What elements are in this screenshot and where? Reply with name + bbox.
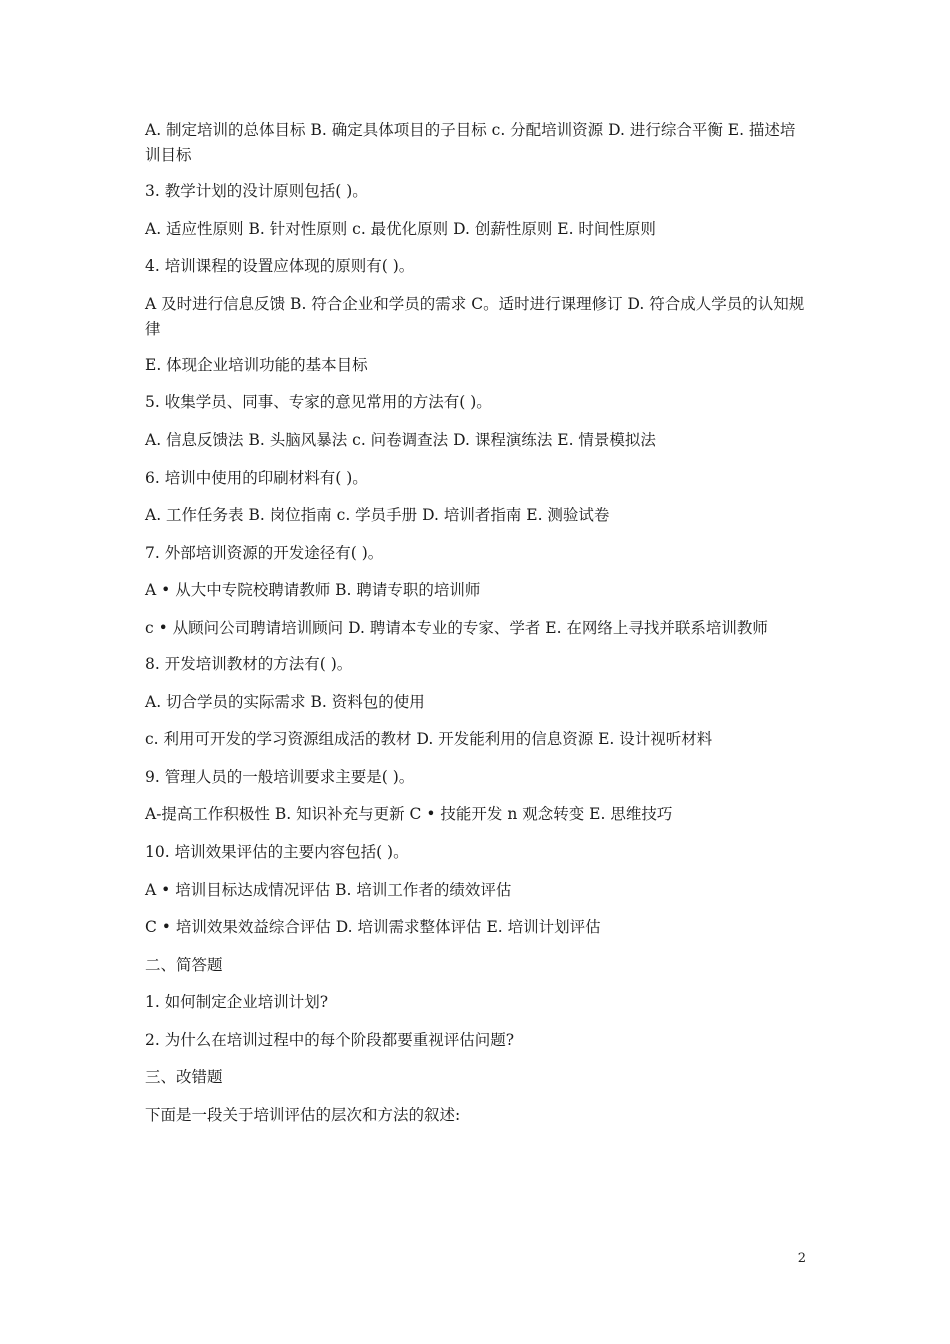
option-line: c • 从顾问公司聘请培训顾问 D. 聘请本专业的专家、学者 E. 在网络上寻找并联系培训教师 [145,618,768,637]
page-number: 2 [797,1251,806,1266]
section-heading: 三、改错题 [145,1068,223,1087]
option-line: A • 培训目标达成情况评估 B. 培训工作者的绩效评估 [145,880,512,899]
question-line: 3. 教学计划的没计原则包括( )。 [145,182,368,200]
question-line: 5. 收集学员、同事、专家的意见常用的方法有( )。 [145,393,492,412]
page-content [145,118,810,1141]
option-line: A. 适应性原则 B. 针对性原则 c. 最优化原则 D. 创薪性原则 E. 时间性原则 [145,219,656,238]
option-line: c. 利用可开发的学习资源组成活的教材 D. 开发能利用的信息资源 E. 设计视听材料 [145,730,713,749]
question-line: 6. 培训中使用的印刷材料有( )。 [145,468,368,487]
question-line: 1. 如何制定企业培训计划? [145,993,329,1012]
option-line: A. 工作任务表 B. 岗位指南 c. 学员手册 D. 培训者指南 E. 测验试卷 [145,506,610,525]
option-line: A. 切合学员的实际需求 B. 资料包的使用 [145,692,425,711]
question-line: 10. 培训效果评估的主要内容包括( )。 [145,842,409,861]
option-line: A-提高工作积极性 B. 知识补充与更新 C • 技能开发 n 观念转变 E. 思维技巧 [145,805,673,824]
question-line: 8. 开发培训教材的方法有( )。 [145,654,353,673]
question-line: 9. 管理人员的一般培训要求主要是( )。 [145,767,415,786]
option-line: A 及时进行信息反馈 B. 符合企业和学员的需求 C。适时进行课理修订 D. 符合成人学员的认知规律 [145,294,805,338]
paragraph-line: 下面是一段关于培训评估的层次和方法的叙述: [145,1106,461,1125]
question-line: 2. 为什么在培训过程中的每个阶段都要重视评估问题? [145,1030,515,1049]
question-line: 4. 培训课程的设置应体现的原则有( )。 [145,257,415,276]
option-line: A • 从大中专院校聘请教师 B. 聘请专职的培训师 [145,581,481,600]
section-heading: 二、简答题 [145,955,223,974]
option-line: E. 体现企业培训功能的基本目标 [145,355,368,374]
option-line: A. 信息反馈法 B. 头脑风暴法 c. 问卷调查法 D. 课程演练法 E. 情景模拟法 [145,430,656,449]
option-line: A. 制定培训的总体目标 B. 确定具体项目的子目标 c. 分配培训资源 D. 进行综合平衡 E. 描述培训目标 [145,121,796,164]
question-line: 7. 外部培训资源的开发途径有( )。 [145,543,384,562]
option-line: C • 培训效果效益综合评估 D. 培训需求整体评估 E. 培训计划评估 [145,918,601,937]
